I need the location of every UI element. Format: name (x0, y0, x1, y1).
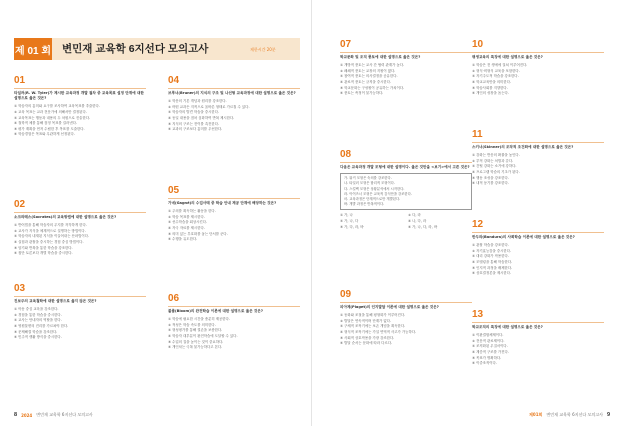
divider (340, 302, 472, 303)
answer-option: ⑥ 학습경험은 목표와 무관하게 선정된다. (14, 132, 75, 137)
divider (14, 212, 146, 213)
question-block (168, 186, 300, 294)
answer-option: ② 교사가 지식을 체계적으로 설명하는 방법이다. (14, 228, 86, 233)
answer-option: ② 발달은 연속적이며 단계가 없다. (340, 318, 392, 323)
option-list (168, 317, 300, 351)
answer-option: ① 학문의 기본 개념과 원리를 강조한다. (168, 99, 227, 104)
answer-option: ⑤ 학교문화는 구성원이 공유하는 가치이다. (340, 85, 405, 90)
question-number: 09 (340, 289, 352, 300)
exam-title: 변민재 교육학 6지선다 모의고사 (62, 43, 209, 55)
answer-option: ⑥ 개인의 성장을 돕는다. (472, 91, 509, 96)
bogi-item: 나. 타일러 모형은 합리적 모형이다. (344, 181, 395, 186)
question-text: 평생교육의 특징에 대한 설명으로 옳은 것은? (472, 55, 543, 59)
answer-option: ⑥ 이중조직이다. (472, 361, 497, 366)
answer-option: ① 강화는 반응의 확률을 높인다. (472, 153, 520, 158)
answer-option: ② 형식·비형식 교육을 포함한다. (472, 68, 520, 73)
answer-option: ⑤ 인지적 과정을 배제한다. (472, 265, 513, 270)
option-list (340, 63, 472, 97)
divider (168, 88, 300, 89)
question-block (472, 220, 604, 310)
page-number: 9 (606, 412, 610, 418)
footer-text: 변민재 교육학 6지선다 모의고사 (546, 412, 603, 417)
option-list (14, 223, 146, 257)
bogi-item: 바. 개발 과정은 반복적이다. (344, 202, 385, 207)
question-text: 가네(Gagné)의 수업사태 중 학습 안내 제공 단계에 해당하는 것은? (168, 201, 277, 205)
question-block (168, 294, 300, 384)
answer-option: ③ 교사는 안내자의 역할을 한다. (14, 318, 62, 323)
answer-option: ② 다, 라 (408, 213, 421, 218)
question-block (340, 290, 472, 380)
right-column-2 (472, 40, 604, 390)
answer-option: ⑤ 사회적 상호작용을 가장 강조한다. (340, 335, 395, 340)
answer-option: ⑥ 민주적 생활 방식을 중시한다. (14, 335, 62, 340)
right-column-1 (340, 40, 472, 380)
left-column-1 (14, 76, 146, 364)
answer-option: ① 가, 나 (340, 213, 353, 218)
answer-option: ③ 가, 나, 다 (340, 219, 359, 224)
answer-option: ② 어떤 교과든 지적으로 올바른 형태로 가르칠 수 있다. (168, 104, 250, 109)
left-column-2 (168, 76, 300, 384)
answer-option: ③ 형성평가를 통해 결손을 보충한다. (168, 328, 223, 333)
option-list (340, 313, 472, 347)
option-list (340, 213, 472, 230)
bogi-item: 가. 워커 모형은 숙의를 강조한다. (344, 176, 392, 181)
question-number: 13 (472, 309, 484, 320)
answer-option: ⑤ 지식의 구조는 전이를 촉진한다. (168, 121, 220, 126)
divider (472, 52, 604, 53)
question-text: 학교조직의 특징에 대한 설명으로 옳은 것은? (472, 325, 543, 329)
question-block (340, 40, 472, 150)
option-list (472, 243, 604, 277)
answer-option: ④ 계층적 구조를 가진다. (472, 349, 509, 354)
answer-option: ① 동화와 조절을 통해 평형화가 이루어진다. (340, 313, 406, 318)
question-text: 블룸(Bloom)의 완전학습 이론에 대한 설명으로 옳은 것은? (168, 309, 263, 313)
answer-option: ⑥ 수행을 유도한다. (168, 237, 198, 242)
answer-option: ① 아동 중심 교육을 강조한다. (14, 307, 59, 312)
question-number: 08 (340, 149, 352, 160)
question-block (472, 130, 604, 220)
option-list (472, 63, 604, 97)
answer-option: ② 전문적 관료제이다. (472, 338, 505, 343)
answer-option: ④ 영원불변의 진리를 가르쳐야 한다. (14, 323, 69, 328)
question-number: 05 (168, 185, 180, 196)
footer-brand: 2024 (21, 412, 33, 418)
question-number: 03 (14, 283, 26, 294)
question-text: 피아제(Piaget)의 인지발달 이론에 대한 설명으로 옳은 것은? (340, 305, 439, 309)
divider (168, 306, 300, 307)
divider (14, 296, 146, 297)
footer-text: 변민재 교육학 6지선다 모의고사 (36, 412, 93, 417)
question-number: 06 (168, 293, 180, 304)
answer-option: ⑤ 가, 다, 라, 바 (340, 224, 364, 229)
answer-option: ③ 참여적 풍토는 의사결정을 공유한다. (340, 74, 398, 79)
divider (472, 322, 604, 323)
option-list (14, 104, 146, 138)
bogi-item: 다. 스킬벡 모형은 상황분석에서 시작한다. (344, 186, 405, 191)
answer-option: ⑤ 암기와 반복을 통한 학습을 강조한다. (14, 245, 73, 250)
option-list (168, 99, 300, 133)
answer-option: ④ 동일 내용을 점차 심화하여 반복 제시한다. (168, 115, 235, 120)
answer-option: ② 학습 목표를 제시한다. (168, 214, 205, 219)
answer-option: ⑥ 내적 동기를 강조한다. (472, 181, 509, 186)
divider (340, 52, 472, 53)
answer-option: ① 주의를 획득하는 활동을 한다. (168, 209, 216, 214)
answer-option: ④ 형식적 조작기에는 가설 연역적 사고가 가능하다. (340, 329, 417, 334)
right-footer (529, 412, 610, 418)
answer-option: ② 폐쇄적 풍토는 교장의 지원이 많다. (340, 68, 396, 73)
question-text: 소크라테스(Socrates)의 교육방법에 대한 설명으로 옳은 것은? (14, 215, 117, 219)
option-list (168, 209, 300, 243)
answer-option: ② 자기효능감을 중시한다. (472, 248, 512, 253)
bogi-item: 라. 아이즈너 모형은 교육적 감식안을 강조한다. (344, 191, 412, 196)
question-number: 12 (472, 219, 484, 230)
answer-option: ① 반어법을 통해 학습자의 무지를 자각하게 한다. (14, 223, 87, 228)
answer-option: ⑤ 수업의 질을 높이는 것이 중요하다. (168, 339, 224, 344)
bogi-box (340, 173, 472, 210)
answer-option: ① 관찰 학습을 강조한다. (472, 243, 509, 248)
footer-brand: 제01회 (529, 412, 543, 417)
question-number: 04 (168, 75, 180, 86)
question-text: 진보주의 교육철학에 대한 설명으로 옳지 않은 것은? (14, 299, 97, 303)
question-text: 반두라(Bandura)의 사회학습 이론에 대한 설명으로 옳은 것은? (472, 235, 575, 239)
question-text: 학교문화 및 조직 풍토에 대한 설명으로 옳은 것은? (340, 55, 421, 59)
answer-option: ③ 학습자의 발견 학습을 중시한다. (168, 110, 220, 115)
question-number: 10 (472, 39, 484, 50)
answer-option: ① 학습에 필요한 시간을 충분히 제공한다. (168, 317, 230, 322)
question-block (472, 40, 604, 130)
answer-option: ④ 철학적 체를 통해 잠정 목표를 걸러낸다. (14, 121, 77, 126)
question-number: 07 (340, 39, 352, 50)
answer-option: ③ 구체적 조작기에는 보존 개념을 획득한다. (340, 324, 406, 329)
answer-option: ⑤ 목표가 명확하다. (472, 355, 502, 360)
exam-time-limit: 제한시간 20분 (250, 47, 276, 52)
answer-option: ⑥ 발달 순서는 문화에 따라 다르다. (340, 341, 393, 346)
right-page (312, 0, 624, 426)
answer-option: ⑥ 개인차는 극복 불가능하다고 본다. (168, 345, 223, 350)
answer-option: ④ 관료적 풍토는 규칙을 중시한다. (340, 79, 392, 84)
option-list (472, 153, 604, 187)
answer-option: ⑥ 가, 나, 다, 라, 바 (408, 224, 438, 229)
answer-option: ② 적성은 학습 속도를 의미한다. (168, 322, 216, 327)
divider (168, 198, 300, 199)
answer-option: ① 학습자의 흥미와 요구를 조사하여 교육목표를 추출한다. (14, 104, 100, 109)
answer-option: ⑤ 학습사회를 지향한다. (472, 85, 508, 90)
question-text: 스키너(Skinner)의 조작적 조건화에 대한 설명으로 옳은 것은? (472, 145, 574, 149)
answer-option: ⑥ 풍토는 측정이 불가능하다. (340, 91, 384, 96)
answer-option: ④ 프로그램 학습의 기초가 된다. (472, 169, 520, 174)
question-block (168, 76, 300, 186)
answer-option: ④ 실험과 관찰을 중시하는 경험 중심 방법이다. (14, 239, 84, 244)
answer-option: ③ 조직화된 무질서이다. (472, 344, 508, 349)
question-number: 02 (14, 199, 26, 210)
left-footer (14, 412, 93, 418)
answer-option: ③ 간헐 강화는 소거에 강하다. (472, 164, 517, 169)
option-list (14, 307, 146, 341)
answer-option: ③ 선수학습을 회상시킨다. (168, 220, 208, 225)
question-block (14, 200, 146, 284)
question-block (472, 310, 604, 390)
question-number: 11 (472, 129, 483, 140)
bogi-item: 마. 교육과정은 단계적으로만 개발된다. (344, 197, 401, 202)
answer-option: ⑥ 상호결정론을 제시한다. (472, 271, 512, 276)
answer-option: ① 개방적 풍토는 교사 간 협력 관계가 높다. (340, 63, 405, 68)
question-text: 다음은 교육과정 개발 모형에 대한 설명이다. 옳은 것만을 <보기>에서 고른 것은? (340, 165, 470, 169)
question-block (14, 284, 146, 364)
answer-option: ④ 나, 다, 라 (408, 219, 427, 224)
answer-option: ⑤ 문제해결 학습을 강조한다. (14, 329, 58, 334)
answer-option: ⑤ 행동 조성을 강조한다. (472, 175, 509, 180)
answer-option: ⑥ 교과의 구조보다 흥미를 우선한다. (168, 127, 223, 132)
answer-option: ② 경험을 통한 학습을 중시한다. (14, 312, 62, 317)
page-number: 8 (14, 412, 18, 418)
exam-round-badge: 제 01 회 (14, 38, 52, 60)
answer-option: ⑤ 의미 있는 부호화를 돕는 단서를 준다. (168, 231, 228, 236)
question-text: 타일러(R. W. Tyler)가 제시한 교육과정 개발 절차 중 교육목표 설정 단계에 대한 설명으로 옳은 것은? (14, 91, 144, 101)
option-list (472, 333, 604, 367)
answer-option: ① 학습은 전 생애에 걸쳐 이루어진다. (472, 63, 528, 68)
answer-option: ④ 자극 자료를 제시한다. (168, 225, 205, 230)
divider (340, 162, 472, 163)
answer-option: ⑥ 집단 토론보다 개별 학습을 중시한다. (14, 251, 73, 256)
answer-option: ③ 교육목표는 행동과 내용의 두 차원으로 진술한다. (14, 115, 91, 120)
answer-option: ① 이완결합체제이다. (472, 333, 504, 338)
answer-option: ⑤ 평가 계획을 먼저 수립한 후 목표를 도출한다. (14, 126, 85, 131)
answer-option: ③ 학습자의 내재된 지식을 이끌어내는 산파법이다. (14, 234, 90, 239)
answer-option: ② 교육 목표는 교과 전문가에 의해서만 결정된다. (14, 110, 87, 114)
question-block (340, 150, 472, 290)
answer-option: ② 부적 강화는 처벌과 같다. (472, 158, 514, 163)
answer-option: ④ 모델링을 통해 학습한다. (472, 259, 513, 264)
divider (14, 88, 146, 89)
answer-option: ④ 학교교육만을 의미한다. (472, 79, 512, 84)
answer-option: ③ 자기주도적 학습을 강조한다. (472, 74, 519, 79)
divider (472, 232, 604, 233)
question-text: 브루너(Bruner)의 지식의 구조 및 나선형 교육과정에 대한 설명으로 옳은 것은? (168, 91, 296, 95)
question-number: 01 (14, 75, 26, 86)
answer-option: ③ 대리 강화가 작용한다. (472, 254, 509, 259)
question-block (14, 76, 146, 200)
answer-option: ④ 학습자 대부분이 완전학습에 도달할 수 있다. (168, 333, 238, 338)
divider (472, 142, 604, 143)
